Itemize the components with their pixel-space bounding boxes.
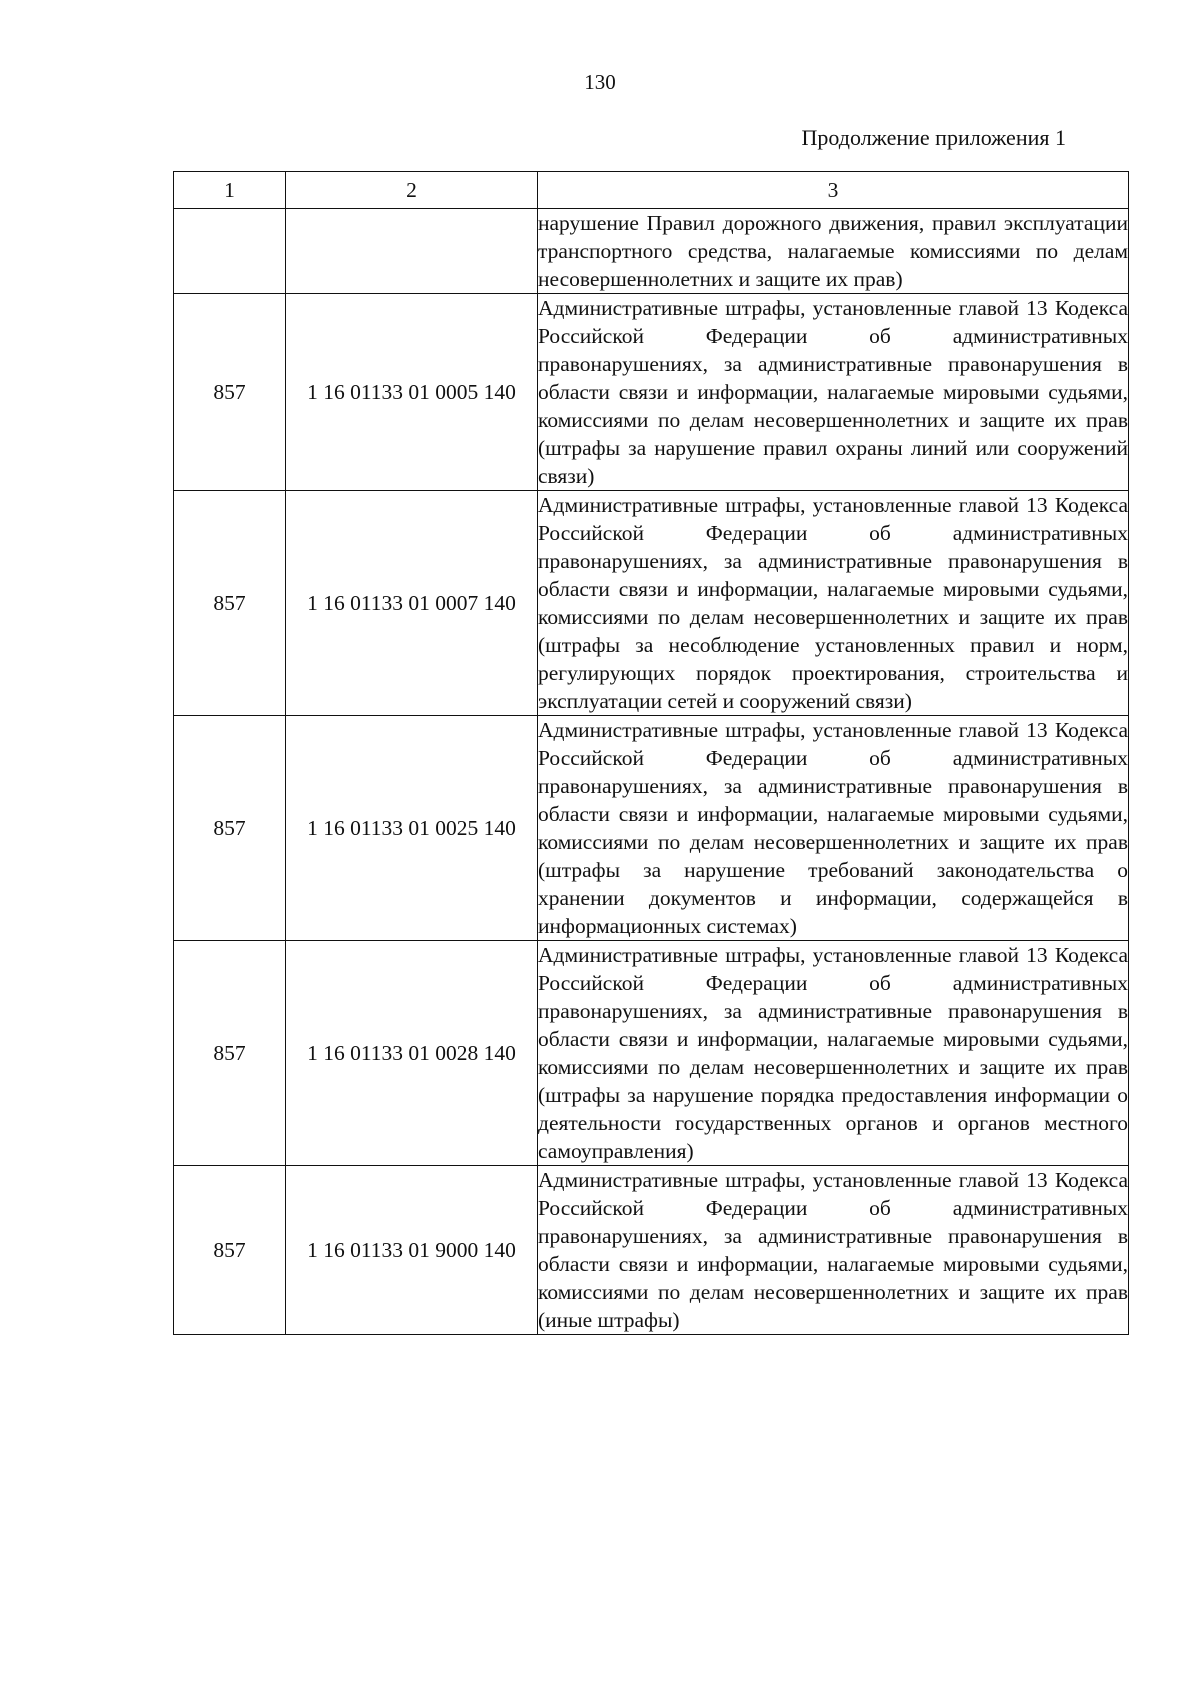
- budget-code-cell: 1 16 01133 01 0007 140: [286, 491, 538, 716]
- admin-code-cell: 857: [174, 1166, 286, 1335]
- table-header-row: [174, 172, 1129, 209]
- description-cell: Административные штрафы, установленные главой 13 Кодекса Российской Федерации об административных правонарушениях, за административные правонарушения в области связи и информации, налагаемые мировыми судьями, комиссиями по делам несовершеннолетних и защите их прав (иные штрафы): [538, 1166, 1129, 1335]
- budget-code-cell: 1 16 01133 01 0005 140: [286, 294, 538, 491]
- budget-code-cell: [286, 209, 538, 294]
- column-header-1: 1: [174, 172, 286, 209]
- table-row: [174, 1166, 1129, 1335]
- admin-code-cell: [174, 209, 286, 294]
- description-cell: Административные штрафы, установленные главой 13 Кодекса Российской Федерации об административных правонарушениях, за административные правонарушения в области связи и информации, налагаемые мировыми судьями, комиссиями по делам несовершеннолетних и защите их прав (штрафы за нарушение требований законодательства о хранении документов и информации, содержащейся в информационных системах): [538, 716, 1129, 941]
- description-cell: Административные штрафы, установленные главой 13 Кодекса Российской Федерации об административных правонарушениях, за административные правонарушения в области связи и информации, налагаемые мировыми судьями, комиссиями по делам несовершеннолетних и защите их прав (штрафы за нарушение правил охраны линий или сооружений связи): [538, 294, 1129, 491]
- budget-code-cell: 1 16 01133 01 0028 140: [286, 941, 538, 1166]
- admin-code-cell: 857: [174, 491, 286, 716]
- column-header-2: 2: [286, 172, 538, 209]
- table-row: [174, 294, 1129, 491]
- table-row: [174, 716, 1129, 941]
- table-row: [174, 209, 1129, 294]
- appendix-table: [173, 171, 1129, 1335]
- description-cell: нарушение Правил дорожного движения, правил эксплуатации транспортного средства, налагаемые комиссиями по делам несовершеннолетних и защите их прав): [538, 209, 1129, 294]
- continuation-label: Продолжение приложения 1: [801, 125, 1066, 150]
- admin-code-cell: 857: [174, 941, 286, 1166]
- budget-code-cell: 1 16 01133 01 0025 140: [286, 716, 538, 941]
- column-header-3: 3: [538, 172, 1129, 209]
- description-cell: Административные штрафы, установленные главой 13 Кодекса Российской Федерации об административных правонарушениях, за административные правонарушения в области связи и информации, налагаемые мировыми судьями, комиссиями по делам несовершеннолетних и защите их прав (штрафы за нарушение порядка предоставления информации о деятельности государственных органов и органов местного самоуправления): [538, 941, 1129, 1166]
- table-row: [174, 941, 1129, 1166]
- budget-code-cell: 1 16 01133 01 9000 140: [286, 1166, 538, 1335]
- table-row: [174, 491, 1129, 716]
- page-number: 130: [584, 70, 616, 94]
- description-cell: Административные штрафы, установленные главой 13 Кодекса Российской Федерации об административных правонарушениях, за административные правонарушения в области связи и информации, налагаемые мировыми судьями, комиссиями по делам несовершеннолетних и защите их прав (штрафы за несоблюдение установленных правил и норм, регулирующих порядок проектирования, строительства и эксплуатации сетей и сооружений связи): [538, 491, 1129, 716]
- admin-code-cell: 857: [174, 716, 286, 941]
- admin-code-cell: 857: [174, 294, 286, 491]
